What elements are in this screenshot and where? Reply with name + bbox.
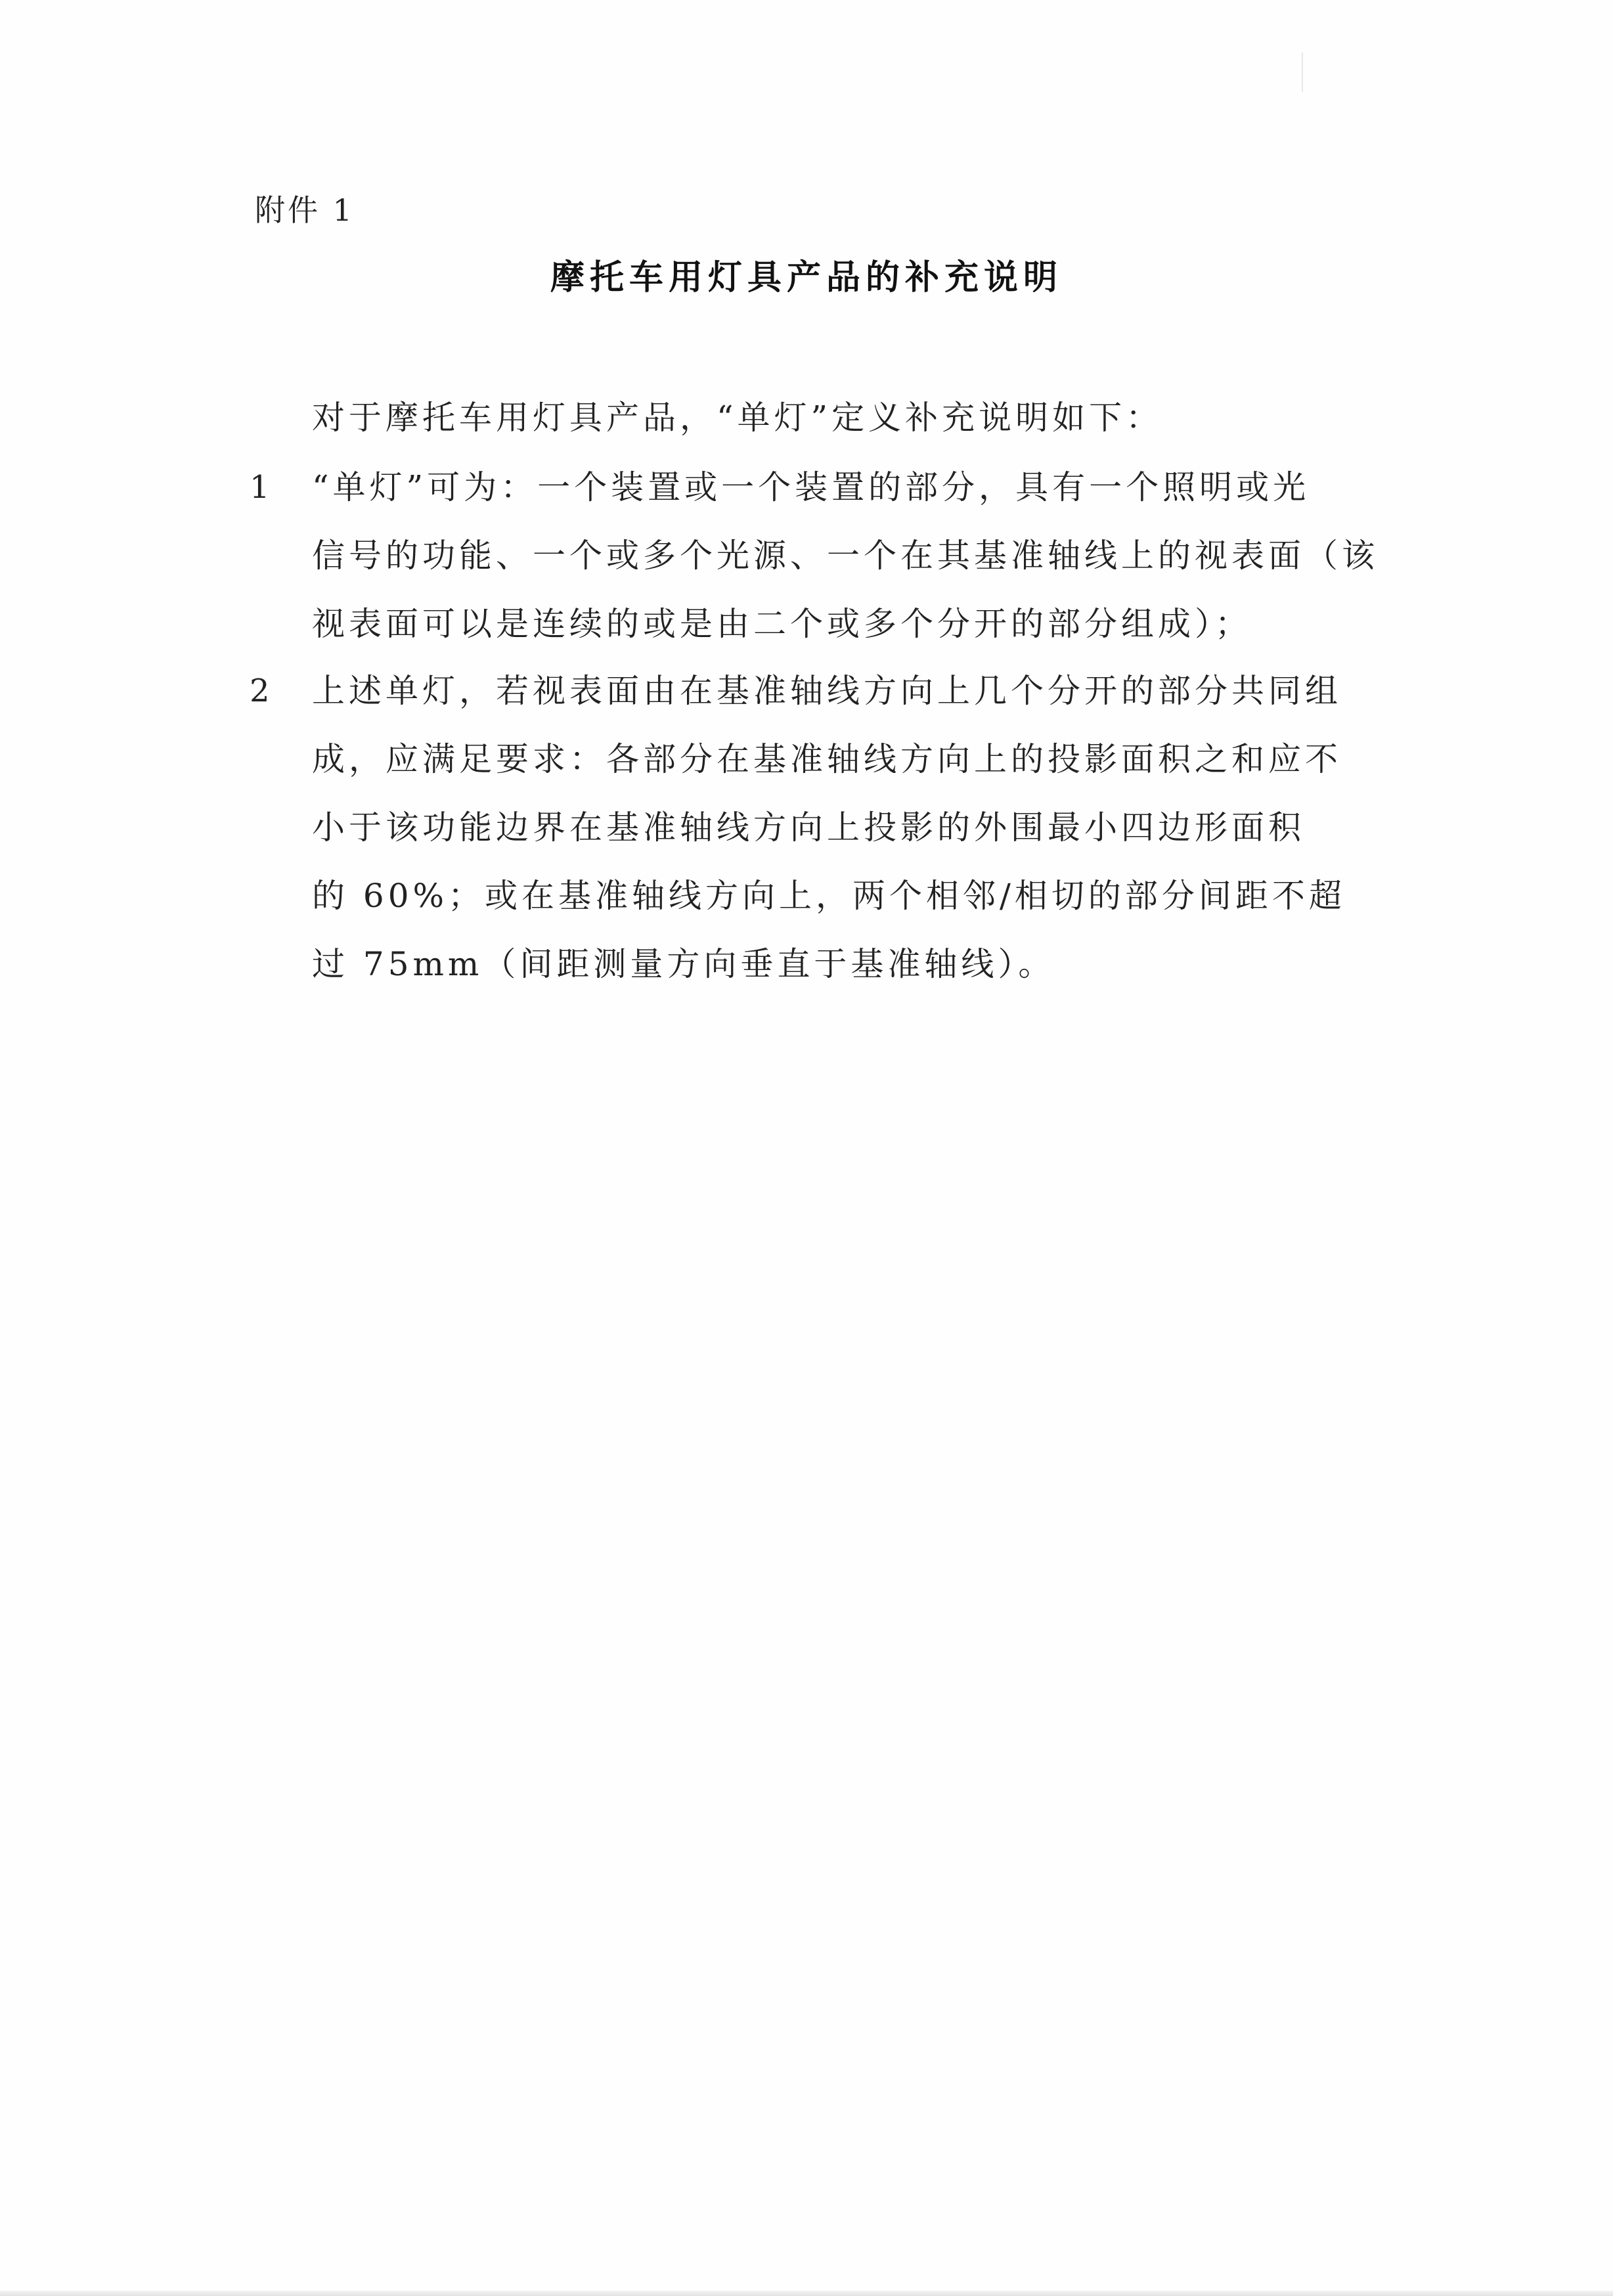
item-text-line: 的 60%；或在基准轴线方向上，两个相邻/相切的部分间距不超 [312,877,1346,915]
scan-artifact [1302,53,1303,92]
item-number: 1 [250,469,270,506]
item-text-line: 视表面可以是连续的或是由二个或多个分开的部分组成）； [312,605,1252,643]
item-text-line: 成，应满足要求：各部分在基准轴线方向上的投影面积之和应不 [312,740,1342,778]
page-bottom-edge [0,2291,1613,2296]
item-text-line: 过 75mm（间距测量方向垂直于基准轴线）。 [312,945,1055,983]
item-text-line: 上述单灯，若视表面由在基准轴线方向上几个分开的部分共同组 [312,672,1342,710]
item-text-line: 小于该功能边界在基准轴线方向上投影的外围最小四边形面积 [312,808,1305,847]
item-number: 2 [250,673,270,709]
item-text-line: “单灯”可为：一个装置或一个装置的部分，具有一个照明或光 [312,468,1310,506]
attachment-label: 附件 1 [255,192,355,228]
document-title: 摩托车用灯具产品的补充说明 [550,257,1063,298]
item-text-line: 信号的功能、一个或多个光源、一个在其基准轴线上的视表面（该 [312,537,1379,575]
intro-paragraph: 对于摩托车用灯具产品，“单灯”定义补充说明如下： [312,399,1163,437]
